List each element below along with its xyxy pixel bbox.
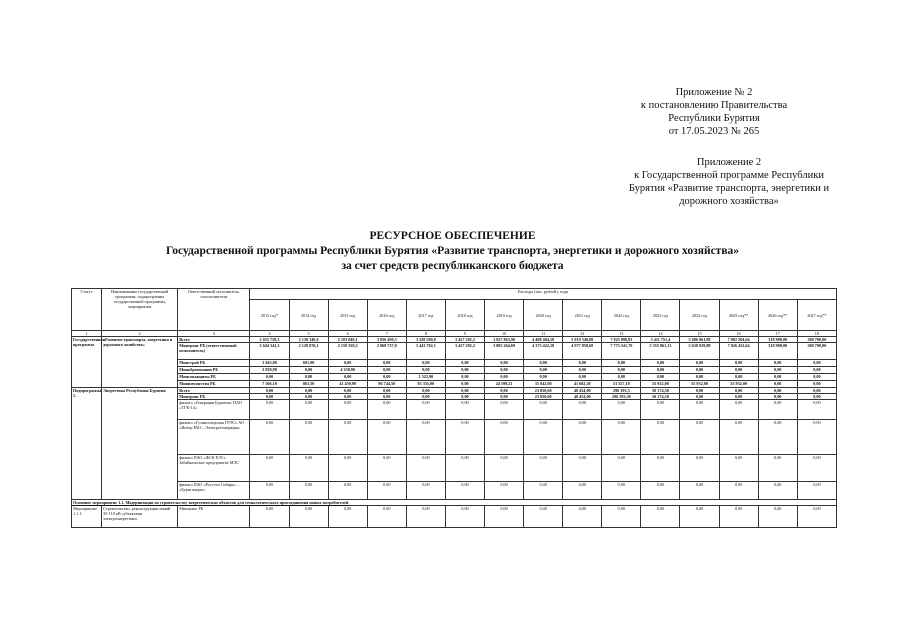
column-number-1: 1: [72, 331, 102, 337]
column-number-8: 8: [406, 331, 445, 337]
value-cell: 0,00: [406, 506, 445, 528]
value-cell: 40 454,00: [563, 394, 602, 400]
value-cell: 0,00: [367, 360, 406, 367]
value-cell: 0,00: [680, 367, 719, 374]
value-cell: 601,00: [289, 360, 328, 367]
executor-cell: Минтранс РБ: [178, 506, 250, 528]
value-cell: 0,00: [602, 420, 641, 455]
value-cell: 0,00: [719, 367, 758, 374]
value-cell: 3 528 580,0: [406, 337, 445, 343]
column-number-12: 12: [563, 331, 602, 337]
value-cell: 23 850,60: [524, 388, 563, 394]
executor-cell: филиал ПАО «ФСК ЕЭС» Забайкальское предприятие МЭС: [178, 455, 250, 482]
column-number-16: 16: [719, 331, 758, 337]
value-cell: 3 056 490,5: [367, 337, 406, 343]
column-number-4: 4: [250, 331, 289, 337]
value-cell: 0,00: [250, 374, 289, 381]
value-cell: 0,00: [719, 482, 758, 500]
value-cell: 0,00: [485, 455, 524, 482]
appendix-1-line-2: к постановлению Правительства: [640, 100, 788, 111]
table-row: [72, 367, 837, 374]
value-cell: 0,00: [602, 374, 641, 381]
value-cell: 0,00: [602, 360, 641, 367]
document-subtitle-2: за счет средств республиканского бюджета: [341, 260, 564, 272]
column-number-14: 14: [641, 331, 680, 337]
value-cell: 300 700,00: [797, 337, 836, 343]
value-cell: 4 977 858,68: [563, 343, 602, 360]
value-cell: 0,00: [524, 420, 563, 455]
value-cell: 0,00: [758, 360, 797, 367]
executor-cell: Всего: [178, 388, 250, 394]
value-cell: 55 932,00: [641, 381, 680, 388]
value-cell: 0,00: [328, 455, 367, 482]
subprogram-status: Подпрограмма 1.: [72, 388, 102, 500]
value-cell: 0,00: [563, 506, 602, 528]
value-cell: 0,00: [485, 482, 524, 500]
value-cell: 0,00: [485, 367, 524, 374]
column-number-6: 6: [328, 331, 367, 337]
table-row: [72, 420, 837, 455]
value-cell: 3 443 702,1: [406, 343, 445, 360]
program-status: Государственная программа: [72, 337, 102, 388]
column-number-5: 5: [289, 331, 328, 337]
resource-table: [71, 288, 837, 528]
value-cell: 2 183 040,1: [328, 337, 367, 343]
value-cell: 0,00: [406, 420, 445, 455]
value-cell: 0,00: [367, 394, 406, 400]
value-cell: 0,00: [485, 394, 524, 400]
value-cell: 0,00: [797, 506, 836, 528]
value-cell: 7 773 541,70: [602, 343, 641, 360]
value-cell: 0,00: [758, 367, 797, 374]
value-cell: 0,00: [797, 400, 836, 420]
value-cell: 0,00: [797, 482, 836, 500]
appendix-1-line-1: Приложение № 2: [675, 87, 753, 98]
value-cell: 0,00: [602, 367, 641, 374]
value-cell: 0,00: [524, 374, 563, 381]
value-cell: 318 900,00: [758, 343, 797, 360]
value-cell: 0,00: [641, 367, 680, 374]
value-cell: 4 250,00: [328, 367, 367, 374]
value-cell: 0,00: [445, 482, 484, 500]
value-cell: 0,00: [445, 455, 484, 482]
value-cell: 0,00: [328, 394, 367, 400]
value-cell: 51 557,10: [602, 381, 641, 388]
value-cell: 0,00: [485, 420, 524, 455]
appendix-2-line-3: Бурятия «Развитие транспорта, энергетики и: [628, 183, 830, 194]
value-cell: 4 373 422,18: [524, 343, 563, 360]
column-number-7: 7: [367, 331, 406, 337]
value-cell: 0,00: [524, 506, 563, 528]
value-cell: 0,00: [563, 367, 602, 374]
table-row: [72, 381, 837, 388]
table-row: [72, 343, 837, 360]
value-cell: 0,00: [289, 455, 328, 482]
value-cell: 0,00: [797, 360, 836, 367]
column-number-15: 15: [680, 331, 719, 337]
value-cell: 3 043,00: [250, 360, 289, 367]
value-cell: 863,50: [289, 381, 328, 388]
value-cell: 0,00: [719, 388, 758, 394]
executor-cell: Всего: [178, 337, 250, 343]
column-number-18: 18: [797, 331, 836, 337]
year-header-4: 2016 год: [367, 300, 406, 331]
appendix-2-line-2: к Государственной программе Республики: [634, 170, 824, 181]
value-cell: 5 355 861,13: [641, 343, 680, 360]
value-cell: 0,00: [602, 482, 641, 500]
value-cell: 0,00: [250, 455, 289, 482]
year-header-1: 2013 год*: [250, 300, 289, 331]
value-cell: 0,00: [328, 374, 367, 381]
value-cell: 0,00: [680, 360, 719, 367]
column-number-2: 2: [102, 331, 178, 337]
value-cell: 2 130 340,6: [289, 337, 328, 343]
value-cell: 0,00: [797, 374, 836, 381]
value-cell: 0,00: [406, 400, 445, 420]
value-cell: 0,00: [563, 420, 602, 455]
value-cell: 0,00: [367, 420, 406, 455]
value-cell: 0,00: [758, 388, 797, 394]
value-cell: 0,00: [524, 400, 563, 420]
value-cell: 4 408 464,18: [524, 337, 563, 343]
value-cell: 0,00: [367, 455, 406, 482]
year-header-2: 2014 год: [289, 300, 328, 331]
value-cell: 0,00: [719, 394, 758, 400]
value-cell: 0,00: [445, 420, 484, 455]
value-cell: 0,00: [367, 388, 406, 394]
value-cell: 0,00: [641, 360, 680, 367]
document-title: РЕСУРСНОЕ ОБЕСПЕЧЕНИЕ: [369, 230, 536, 242]
value-cell: 0,00: [289, 400, 328, 420]
executor-cell: Минобразования РБ: [178, 367, 250, 374]
value-cell: 0,00: [485, 400, 524, 420]
table-row: [72, 400, 837, 420]
header-name: Наименование государственной программы, подпрограммы государственной программы, мероприятия: [102, 289, 178, 331]
value-cell: 0,00: [367, 374, 406, 381]
value-cell: 0,00: [328, 506, 367, 528]
value-cell: 0,00: [250, 394, 289, 400]
appendix-1-block: [619, 86, 809, 138]
value-cell: 0,00: [758, 455, 797, 482]
value-cell: 0,00: [524, 367, 563, 374]
value-cell: 0,00: [563, 482, 602, 500]
value-cell: 318 900,00: [758, 337, 797, 343]
value-cell: 41 450,90: [328, 381, 367, 388]
year-header-8: 2020 год: [524, 300, 563, 331]
value-cell: 0,00: [563, 400, 602, 420]
header-expenses: Расходы (тыс. рублей), годы: [250, 289, 837, 300]
value-cell: 0,00: [680, 400, 719, 420]
value-cell: 0,00: [641, 506, 680, 528]
executor-cell: филиал ПАО «Россети Сибирь» – «Бурятэнерго»: [178, 482, 250, 500]
value-cell: 0,00: [367, 506, 406, 528]
executor-cell: Минсоцзащиты РБ: [178, 374, 250, 381]
value-cell: 50 174,58: [641, 394, 680, 400]
value-cell: 300 700,00: [797, 343, 836, 360]
value-cell: 3 427 292,2: [445, 343, 484, 360]
header-status: Статус: [72, 289, 102, 331]
value-cell: 2 969 737,0: [367, 343, 406, 360]
value-cell: 41 682,20: [563, 381, 602, 388]
value-cell: 0,00: [758, 420, 797, 455]
value-cell: 0,00: [524, 455, 563, 482]
resource-table-body: [72, 289, 837, 528]
value-cell: 0,00: [367, 400, 406, 420]
value-cell: 0,00: [445, 360, 484, 367]
value-cell: 0,00: [250, 420, 289, 455]
value-cell: 0,00: [758, 374, 797, 381]
year-header-12: 2024 год: [680, 300, 719, 331]
value-cell: 0,00: [289, 506, 328, 528]
value-cell: 0,00: [367, 482, 406, 500]
value-cell: 0,00: [758, 394, 797, 400]
value-cell: 0,00: [445, 400, 484, 420]
value-cell: 5 019 540,88: [563, 337, 602, 343]
column-number-10: 10: [485, 331, 524, 337]
value-cell: 0,00: [641, 482, 680, 500]
appendix-2-line-4: дорожного хозяйства»: [679, 196, 779, 207]
value-cell: 7 566,10: [250, 381, 289, 388]
table-row: [72, 455, 837, 482]
value-cell: 0,00: [797, 455, 836, 482]
value-cell: 0,00: [406, 482, 445, 500]
column-number-3: 3: [178, 331, 250, 337]
appendix-1-line-4: от 17.05.2023 № 265: [668, 126, 760, 137]
executor-cell: Минтранс РБ (ответственный исполнитель): [178, 343, 250, 360]
value-cell: 0,00: [289, 388, 328, 394]
value-cell: 0,00: [563, 374, 602, 381]
value-cell: 2 159 359,2: [328, 343, 367, 360]
value-cell: 0,00: [680, 388, 719, 394]
value-cell: 3 427 292,2: [445, 337, 484, 343]
value-cell: 0,00: [250, 400, 289, 420]
value-cell: 0,00: [680, 455, 719, 482]
year-header-15: 2027 год**: [797, 300, 836, 331]
executor-cell: Минтранс РБ: [178, 394, 250, 400]
value-cell: 0,00: [680, 394, 719, 400]
column-number-9: 9: [445, 331, 484, 337]
value-cell: 0,00: [367, 367, 406, 374]
value-cell: 0,00: [445, 388, 484, 394]
value-cell: 0,00: [328, 420, 367, 455]
appendix-1-line-3: Республики Бурятия: [668, 113, 760, 124]
value-cell: 24 599,21: [485, 381, 524, 388]
value-cell: 0,00: [328, 360, 367, 367]
value-cell: 7 026 452,64: [719, 343, 758, 360]
header-row-1: [72, 289, 837, 300]
table-row: [72, 482, 837, 500]
value-cell: 2 655 758,3: [250, 337, 289, 343]
document-subtitle: Государственной программы Республики Бурятия «Развитие транспорта, энергетики и дорожного хозяйства»: [165, 245, 740, 257]
value-cell: 23 850,60: [524, 394, 563, 400]
value-cell: 0,00: [289, 420, 328, 455]
value-cell: 0,00: [602, 400, 641, 420]
value-cell: 0,00: [563, 455, 602, 482]
value-cell: 7 825 098,83: [602, 337, 641, 343]
value-cell: 3 827 863,90: [485, 337, 524, 343]
value-cell: 0,00: [524, 482, 563, 500]
value-cell: 0,00: [328, 400, 367, 420]
value-cell: 0,00: [328, 482, 367, 500]
year-header-6: 2018 год: [445, 300, 484, 331]
value-cell: 0,00: [758, 482, 797, 500]
year-header-5: 2017 год: [406, 300, 445, 331]
year-header-7: 2019 год: [485, 300, 524, 331]
value-cell: 0,00: [797, 367, 836, 374]
value-cell: 0,00: [485, 374, 524, 381]
value-cell: 0,00: [406, 455, 445, 482]
value-cell: 296 393,3: [602, 388, 641, 394]
value-cell: 0,00: [445, 367, 484, 374]
value-cell: 0,00: [758, 506, 797, 528]
value-cell: 0,00: [563, 360, 602, 367]
value-cell: 0,00: [758, 400, 797, 420]
value-cell: 0,00: [524, 360, 563, 367]
value-cell: 0,00: [641, 455, 680, 482]
value-cell: 2 128 876,1: [289, 343, 328, 360]
value-cell: 35 042,00: [524, 381, 563, 388]
value-cell: 0,00: [680, 482, 719, 500]
table-row: [72, 360, 837, 367]
value-cell: 5 686 861,88: [680, 337, 719, 343]
executor-cell: филиал «Генерация Бурятии» ПАО «ТГК-14»: [178, 400, 250, 420]
value-cell: 0,00: [328, 388, 367, 394]
value-cell: 7 082 504,64: [719, 337, 758, 343]
value-cell: 0,00: [445, 394, 484, 400]
value-cell: 0,00: [485, 506, 524, 528]
value-cell: 55 932,00: [680, 381, 719, 388]
value-cell: 5 411 751,4: [641, 337, 680, 343]
year-header-10: 2022 год: [602, 300, 641, 331]
value-cell: 0,00: [289, 482, 328, 500]
value-cell: 55 932,00: [719, 381, 758, 388]
value-cell: 40 454,00: [563, 388, 602, 394]
value-cell: 83 355,00: [406, 381, 445, 388]
value-cell: 0,00: [250, 506, 289, 528]
appendix-2-line-1: Приложение 2: [696, 157, 762, 168]
year-header-13: 2025 год**: [719, 300, 758, 331]
value-cell: 2 644 342,3: [250, 343, 289, 360]
value-cell: 0,00: [602, 506, 641, 528]
value-cell: 0,00: [758, 381, 797, 388]
value-cell: 0,00: [602, 455, 641, 482]
appendix-2-block: [609, 156, 849, 208]
value-cell: 0,00: [797, 381, 836, 388]
value-cell: 296 393,30: [602, 394, 641, 400]
value-cell: 1 522,90: [406, 374, 445, 381]
main-event-label: Основное мероприятие 1.1. Модернизация по строительству энергетических объектов для технологического присоединения новых потребителей: [72, 500, 837, 506]
value-cell: 0,00: [289, 374, 328, 381]
column-number-11: 11: [524, 331, 563, 337]
value-cell: 0,00: [289, 394, 328, 400]
value-cell: 3 803 264,69: [485, 343, 524, 360]
year-header-9: 2021 год: [563, 300, 602, 331]
value-cell: 0,00: [445, 374, 484, 381]
year-header-3: 2015 год: [328, 300, 367, 331]
value-cell: 0,00: [680, 506, 719, 528]
value-cell: 0,00: [406, 367, 445, 374]
column-number-13: 13: [602, 331, 641, 337]
value-cell: 0,00: [445, 506, 484, 528]
value-cell: 0,00: [797, 388, 836, 394]
value-cell: 86 744,50: [367, 381, 406, 388]
value-cell: 0,00: [719, 400, 758, 420]
value-cell: 0,00: [719, 455, 758, 482]
value-cell: 5 630 929,88: [680, 343, 719, 360]
column-number-17: 17: [758, 331, 797, 337]
value-cell: 0,00: [641, 420, 680, 455]
subprogram-name: Энергетика Республики Бурятия: [102, 388, 178, 500]
value-cell: 0,00: [719, 374, 758, 381]
event-name: Строительство, реконструкция линий 35-110 кВ субъектами электроэнергетики: [102, 506, 178, 528]
value-cell: 0,00: [680, 420, 719, 455]
event-status: Мероприятие 1.1.1.: [72, 506, 102, 528]
value-cell: 0,00: [641, 400, 680, 420]
value-cell: 0,00: [250, 388, 289, 394]
value-cell: 0,00: [406, 388, 445, 394]
value-cell: 0,00: [719, 360, 758, 367]
value-cell: 50 174,58: [641, 388, 680, 394]
executor-cell: Минимущества РБ: [178, 381, 250, 388]
value-cell: 0,00: [719, 420, 758, 455]
value-cell: 0,00: [445, 381, 484, 388]
value-cell: 2 838,90: [250, 367, 289, 374]
value-cell: 0,00: [680, 374, 719, 381]
value-cell: 0,00: [406, 394, 445, 400]
table-row: [72, 506, 837, 528]
value-cell: 0,00: [719, 506, 758, 528]
value-cell: 0,00: [406, 360, 445, 367]
value-cell: 0,00: [797, 420, 836, 455]
value-cell: 0,00: [289, 367, 328, 374]
value-cell: 0,00: [485, 388, 524, 394]
value-cell: 0,00: [250, 482, 289, 500]
header-executors: Ответственный исполнитель, соисполнители: [178, 289, 250, 331]
table-row: [72, 374, 837, 381]
year-header-11: 2023 год: [641, 300, 680, 331]
value-cell: 0,00: [797, 394, 836, 400]
executor-cell: филиал «Гусиноозерская ГРЭС» АО «Интер РАО – Электрогенерация»: [178, 420, 250, 455]
value-cell: 0,00: [641, 374, 680, 381]
executor-cell: Минстрой РБ: [178, 360, 250, 367]
program-name: «Развитие транспорта, энергетики и дорожного хозяйства»: [102, 337, 178, 388]
year-header-14: 2026 год**: [758, 300, 797, 331]
value-cell: 0,00: [485, 360, 524, 367]
